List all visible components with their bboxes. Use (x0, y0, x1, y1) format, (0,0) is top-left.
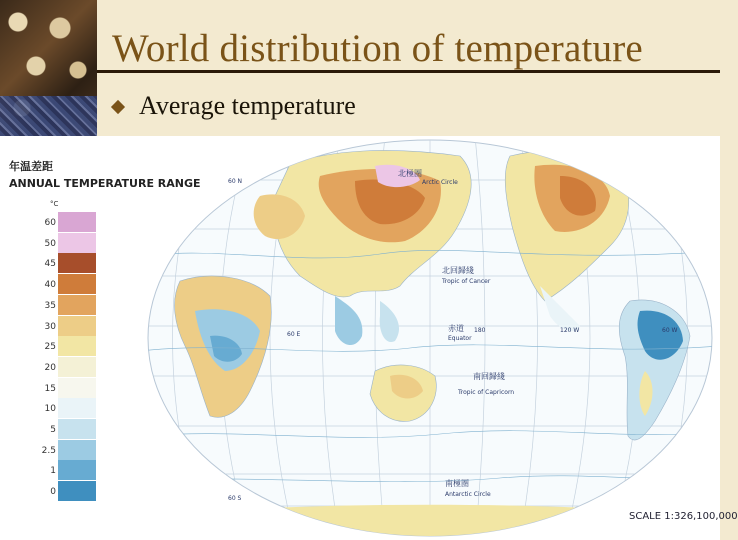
legend-tick-label: 1 (50, 466, 56, 477)
legend-swatch (58, 398, 96, 418)
legend-tick-label: 0 (50, 487, 56, 498)
antarctic-circle-label: Antarctic Circle (445, 491, 491, 498)
bullet-text: Average temperature (139, 91, 356, 120)
legend-swatch (58, 274, 96, 294)
legend-tick-label: 15 (44, 383, 56, 394)
legend-swatch (58, 378, 96, 398)
legend-tick-label: 35 (44, 300, 56, 311)
map-body (140, 136, 720, 540)
map-scale: SCALE 1:326,100,000 (629, 511, 738, 522)
legend-swatch (58, 295, 96, 315)
corner-decorative-photo (0, 0, 97, 136)
arctic-circle-label-cn: 北極圏 (398, 169, 422, 178)
lat-60s-label: 60 S (228, 495, 242, 502)
legend-swatch (58, 253, 96, 273)
legend-swatch (58, 460, 96, 480)
legend-tick-label: 40 (44, 280, 56, 291)
legend-swatch (58, 316, 96, 336)
landmass-antarctica (160, 505, 700, 540)
title-underline (97, 70, 720, 73)
legend-swatch (58, 212, 96, 232)
tropic-capricorn-label: Tropic of Capricorn (458, 389, 515, 396)
lon-120w-label: 120 W (560, 327, 580, 334)
equator-label-cn: 赤道 (448, 324, 464, 333)
legend-swatch (58, 481, 96, 501)
legend-tick-label: 5 (50, 425, 56, 435)
legend-tick-label: 45 (44, 259, 56, 270)
arctic-circle-label: Arctic Circle (422, 179, 458, 186)
tropic-capricorn-label-cn: 南回歸綫 (473, 372, 505, 381)
bullet-item (113, 91, 356, 121)
lon-180-label: 180 (474, 327, 486, 334)
world-temperature-map (140, 136, 720, 540)
legend-tick-label: 25 (44, 342, 56, 353)
tropic-cancer-label-cn: 北回歸綫 (442, 266, 474, 275)
lon-60w-label: 60 W (662, 327, 678, 334)
legend-swatch (58, 440, 96, 460)
legend-tick-label: 10 (44, 404, 56, 415)
legend-swatch (58, 419, 96, 439)
antarctic-circle-label-cn: 南極圏 (445, 479, 469, 488)
fabric-pattern (0, 96, 97, 136)
tropic-cancer-label: Tropic of Cancer (442, 278, 491, 285)
lon-60e-label: 60 E (287, 331, 301, 338)
legend-tick-label: 20 (44, 362, 56, 373)
legend-tick-label: 2.5 (41, 445, 56, 456)
legend-tick-label: 50 (44, 238, 56, 249)
slide-title: World distribution of temperature (112, 27, 643, 70)
legend-tick-label: 30 (44, 321, 56, 332)
diamond-bullet-icon (111, 100, 125, 114)
legend-swatch (58, 357, 96, 377)
lat-60n-label: 60 N (228, 178, 243, 185)
legend-swatch (58, 336, 96, 356)
legend-unit: °C (50, 200, 59, 208)
legend-title-chinese: 年温差距 (9, 160, 53, 173)
legend-swatch (58, 233, 96, 253)
equator-label: Equator (448, 335, 472, 342)
legend-tick-label: 60 (44, 218, 56, 228)
legend-title: ANNUAL TEMPERATURE RANGE (9, 177, 201, 190)
